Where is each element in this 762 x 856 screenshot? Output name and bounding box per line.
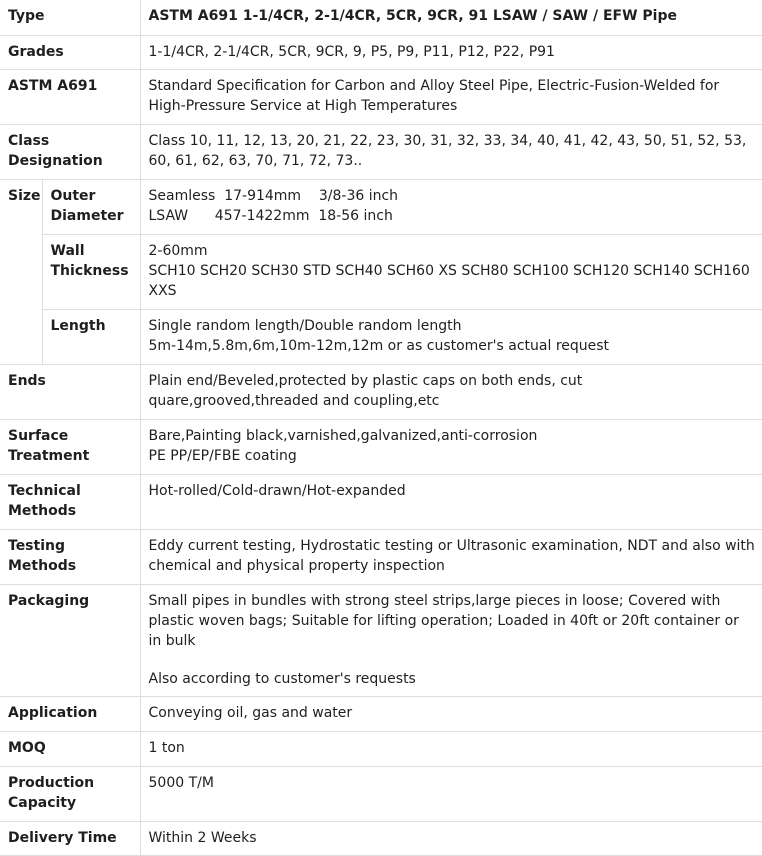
value-line: Also according to customer's requests [148,670,416,687]
table-row-moq [0,731,762,766]
table-row-technical [0,474,762,529]
row-label: Testing Methods [0,529,140,584]
table-row-outer-diameter [0,179,762,234]
value-line: Seamless 17-914mm 3/8-36 inch [148,187,399,204]
sub-label: Length [42,309,140,364]
row-value: Class 10, 11, 12, 13, 20, 21, 22, 23, 30, 31, 32, 33, 34, 40, 41, 42, 43, 50, 51, 52, 53, 60, 61, 62, 63, 70, 71, 72, 73.. [140,124,762,179]
row-label: Delivery Time [0,821,140,855]
row-label: Ends [0,364,140,419]
row-value: Standard Specification for Carbon and Alloy Steel Pipe, Electric-Fusion-Welded for High-Pressure Service at High Temperatures [140,69,762,124]
table-row-delivery [0,821,762,855]
table-row-type [0,0,762,35]
row-value: ASTM A691 1-1/4CR, 2-1/4CR, 5CR, 9CR, 91 LSAW / SAW / EFW Pipe [140,0,762,35]
row-value [140,309,762,364]
row-label: ASTM A691 [0,69,140,124]
sub-label: Outer Diameter [42,179,140,234]
row-value: 1-1/4CR, 2-1/4CR, 5CR, 9CR, 9, P5, P9, P11, P12, P22, P91 [140,35,762,69]
row-value: 1 ton [140,731,762,766]
table-row-testing [0,529,762,584]
row-label: Surface Treatment [0,419,140,474]
row-label: Technical Methods [0,474,140,529]
value-line: Bare,Painting black,varnished,galvanized,anti-corrosion [148,427,538,444]
size-label: Size [0,179,42,364]
value-line: Small pipes in bundles with strong steel strips,large pieces in loose; Covered with plastic woven bags; Suitable for lifting operation; Loaded in 40ft or 20ft container or in bulk [148,592,739,649]
row-label: Packaging [0,584,140,696]
value-line: 5m-14m,5.8m,6m,10m-12m,12m or as customer's actual request [148,337,610,354]
value-line: SCH10 SCH20 SCH30 STD SCH40 SCH60 XS SCH80 SCH100 SCH120 SCH140 SCH160 XXS [148,262,750,299]
row-value [140,234,762,309]
value-line: LSAW 457-1422mm 18-56 inch [148,207,393,224]
row-value [140,179,762,234]
row-label: MOQ [0,731,140,766]
table-row-astm [0,69,762,124]
row-label: Application [0,696,140,731]
value-line: PE PP/EP/FBE coating [148,447,297,464]
table-row-ends [0,364,762,419]
sub-label: Wall Thickness [42,234,140,309]
row-value: Within 2 Weeks [140,821,762,855]
table-row-length [0,309,762,364]
value-line: 2-60mm [148,242,208,259]
row-value: Conveying oil, gas and water [140,696,762,731]
row-value: Plain end/Beveled,protected by plastic caps on both ends, cut quare,grooved,threaded and coupling,etc [140,364,762,419]
table-row-capacity [0,766,762,821]
row-value [140,419,762,474]
row-label: Class Designation [0,124,140,179]
table-row-class [0,124,762,179]
row-value: Eddy current testing, Hydrostatic testing or Ultrasonic examination, NDT and also with chemical and physical property inspection [140,529,762,584]
row-label: Grades [0,35,140,69]
row-value: Hot-rolled/Cold-drawn/Hot-expanded [140,474,762,529]
row-value [140,584,762,696]
row-value: 5000 T/M [140,766,762,821]
value-line: Single random length/Double random length [148,317,462,334]
table-row-wall-thickness [0,234,762,309]
row-label: Production Capacity [0,766,140,821]
table-row-application [0,696,762,731]
table-row-surface [0,419,762,474]
table-row-grades [0,35,762,69]
row-label: Type [0,0,140,35]
table-row-packaging [0,584,762,696]
